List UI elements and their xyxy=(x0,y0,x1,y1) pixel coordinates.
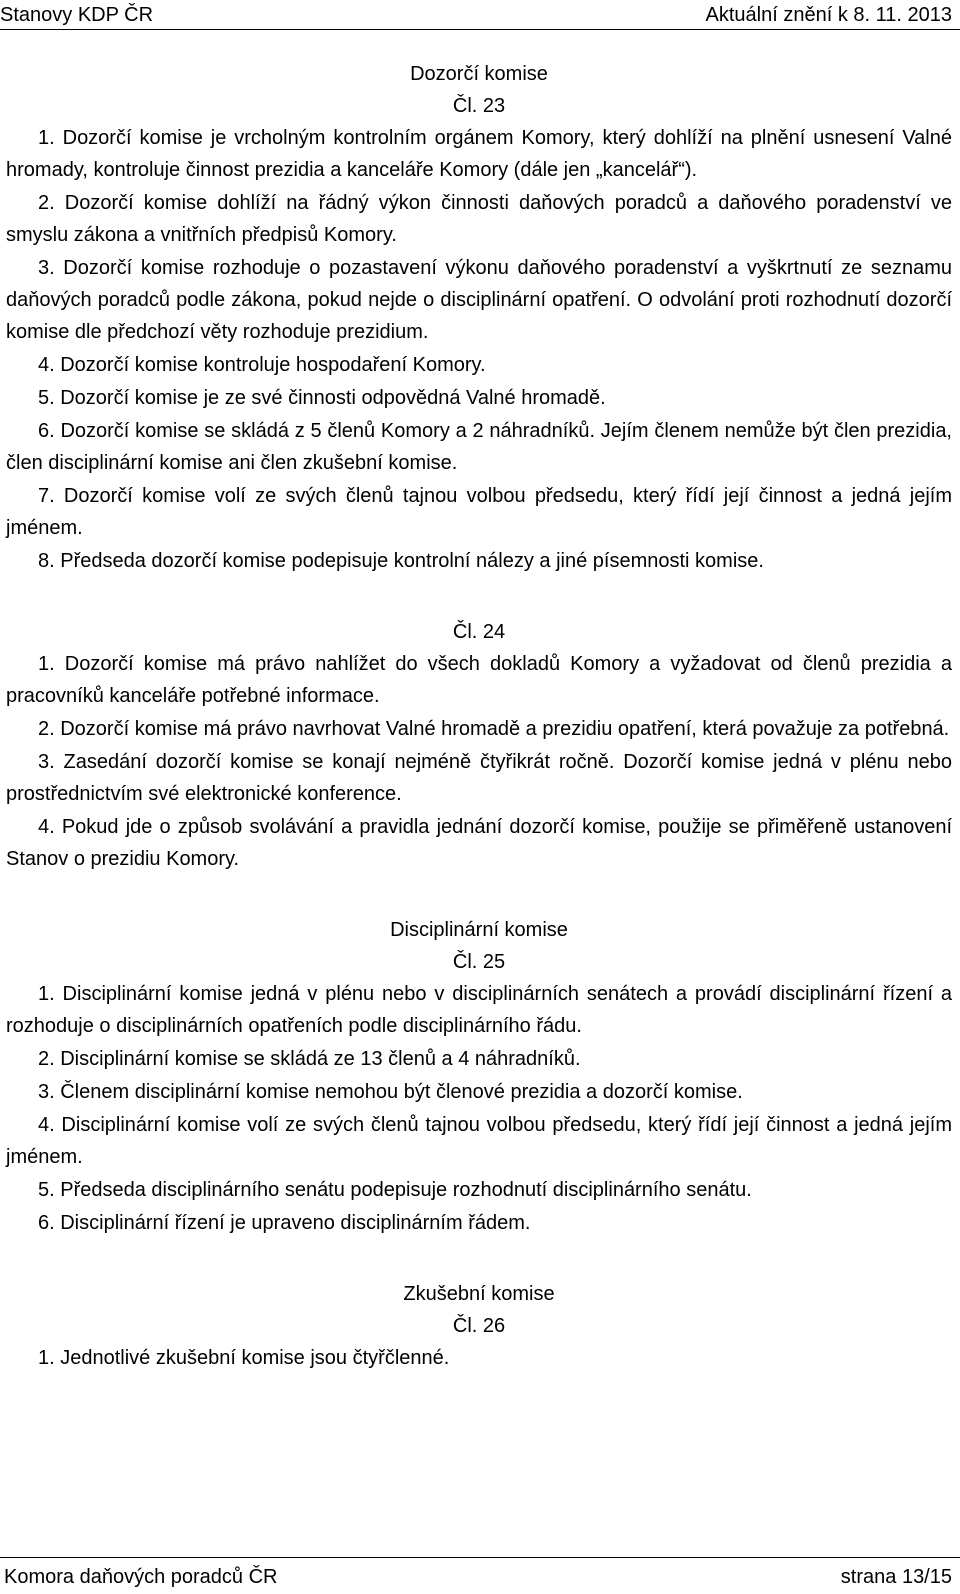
article-heading-25: Čl. 25 xyxy=(452,951,506,973)
paragraph: 1. Disciplinární komise jedná v plénu nebo v disciplinárních senátech a provádí disciplinární řízení a rozhoduje o disciplinárních opatřeních podle disciplinárního řádu. xyxy=(6,983,952,1037)
paragraph: 1. Dozorčí komise je vrcholným kontrolním orgánem Komory, který dohlíží na plnění usnesení Valné hromady, kontroluje činnost prezidia a kanceláře Komory (dále jen „kancelář“). xyxy=(6,127,952,181)
paragraph: 4. Disciplinární komise volí ze svých členů tajnou volbou předsedu, který řídí její činnost a jedná jejím jménem. xyxy=(6,1114,952,1168)
footer-organization: Komora daňových poradců ČR xyxy=(4,1566,278,1588)
paragraph: 2. Dozorčí komise má právo navrhovat Valné hromadě a prezidiu opatření, která považuje za potřebná. xyxy=(38,718,950,740)
paragraph: 2. Disciplinární komise se skládá ze 13 členů a 4 náhradníků. xyxy=(38,1048,581,1070)
section-title-dozorci: Dozorčí komise xyxy=(410,63,548,85)
article-heading-24: Čl. 24 xyxy=(452,621,506,643)
paragraph: 6. Disciplinární řízení je upraveno disciplinárním řádem. xyxy=(38,1212,531,1234)
paragraph: 3. Dozorčí komise rozhoduje o pozastavení výkonu daňového poradenství a vyškrtnutí ze seznamu daňových poradců podle zákona, pokud nejde o disciplinární opatření. O odvolání proti rozhodnutí dozorčí komise dle předchozí věty rozhoduje prezidium. xyxy=(6,257,952,343)
paragraph: 2. Dozorčí komise dohlíží na řádný výkon činnosti daňových poradců a daňového poradenství ve smyslu zákona a vnitřních předpisů Komory. xyxy=(6,192,952,246)
section-title-disciplinarni: Disciplinární komise xyxy=(390,919,568,941)
paragraph: 4. Pokud jde o způsob svolávání a pravidla jednání dozorčí komise, použije se přiměřeně ustanovení Stanov o prezidiu Komory. xyxy=(6,816,952,870)
paragraph: 8. Předseda dozorčí komise podepisuje kontrolní nálezy a jiné písemnosti komise. xyxy=(38,550,764,572)
paragraph: 1. Dozorčí komise má právo nahlížet do všech dokladů Komory a vyžadovat od členů prezidia a pracovníků kanceláře potřebné informace. xyxy=(6,653,952,707)
header-document-title: Stanovy KDP ČR xyxy=(0,4,154,26)
document-body xyxy=(6,58,952,1375)
section-title-zkusebni: Zkušební komise xyxy=(403,1283,555,1305)
spacer xyxy=(6,876,952,914)
paragraph: 6. Dozorčí komise se skládá z 5 členů Komory a 2 náhradníků. Jejím členem nemůže být člen prezidia, člen disciplinární komise ani člen zkušební komise. xyxy=(6,420,952,474)
article-heading-26: Čl. 26 xyxy=(452,1315,506,1337)
spacer xyxy=(6,578,952,616)
article-heading-23: Čl. 23 xyxy=(452,95,506,117)
page-header xyxy=(0,0,960,30)
paragraph: 5. Dozorčí komise je ze své činnosti odpovědná Valné hromadě. xyxy=(38,387,606,409)
paragraph: 7. Dozorčí komise volí ze svých členů tajnou volbou předsedu, který řídí její činnost a jedná jejím jménem. xyxy=(6,485,952,539)
paragraph: 1. Jednotlivé zkušební komise jsou čtyřčlenné. xyxy=(38,1347,450,1369)
paragraph: 5. Předseda disciplinárního senátu podepisuje rozhodnutí disciplinárního senátu. xyxy=(38,1179,752,1201)
spacer xyxy=(6,1240,952,1278)
header-version-date: Aktuální znění k 8. 11. 2013 xyxy=(705,4,952,26)
page-footer xyxy=(0,1557,960,1593)
paragraph: 3. Zasedání dozorčí komise se konají nejméně čtyřikrát ročně. Dozorčí komise jedná v plénu nebo prostřednictvím své elektronické konference. xyxy=(6,751,952,805)
paragraph: 3. Členem disciplinární komise nemohou být členové prezidia a dozorčí komise. xyxy=(38,1081,743,1103)
paragraph: 4. Dozorčí komise kontroluje hospodaření Komory. xyxy=(38,354,486,376)
footer-page-number: strana 13/15 xyxy=(840,1566,952,1588)
